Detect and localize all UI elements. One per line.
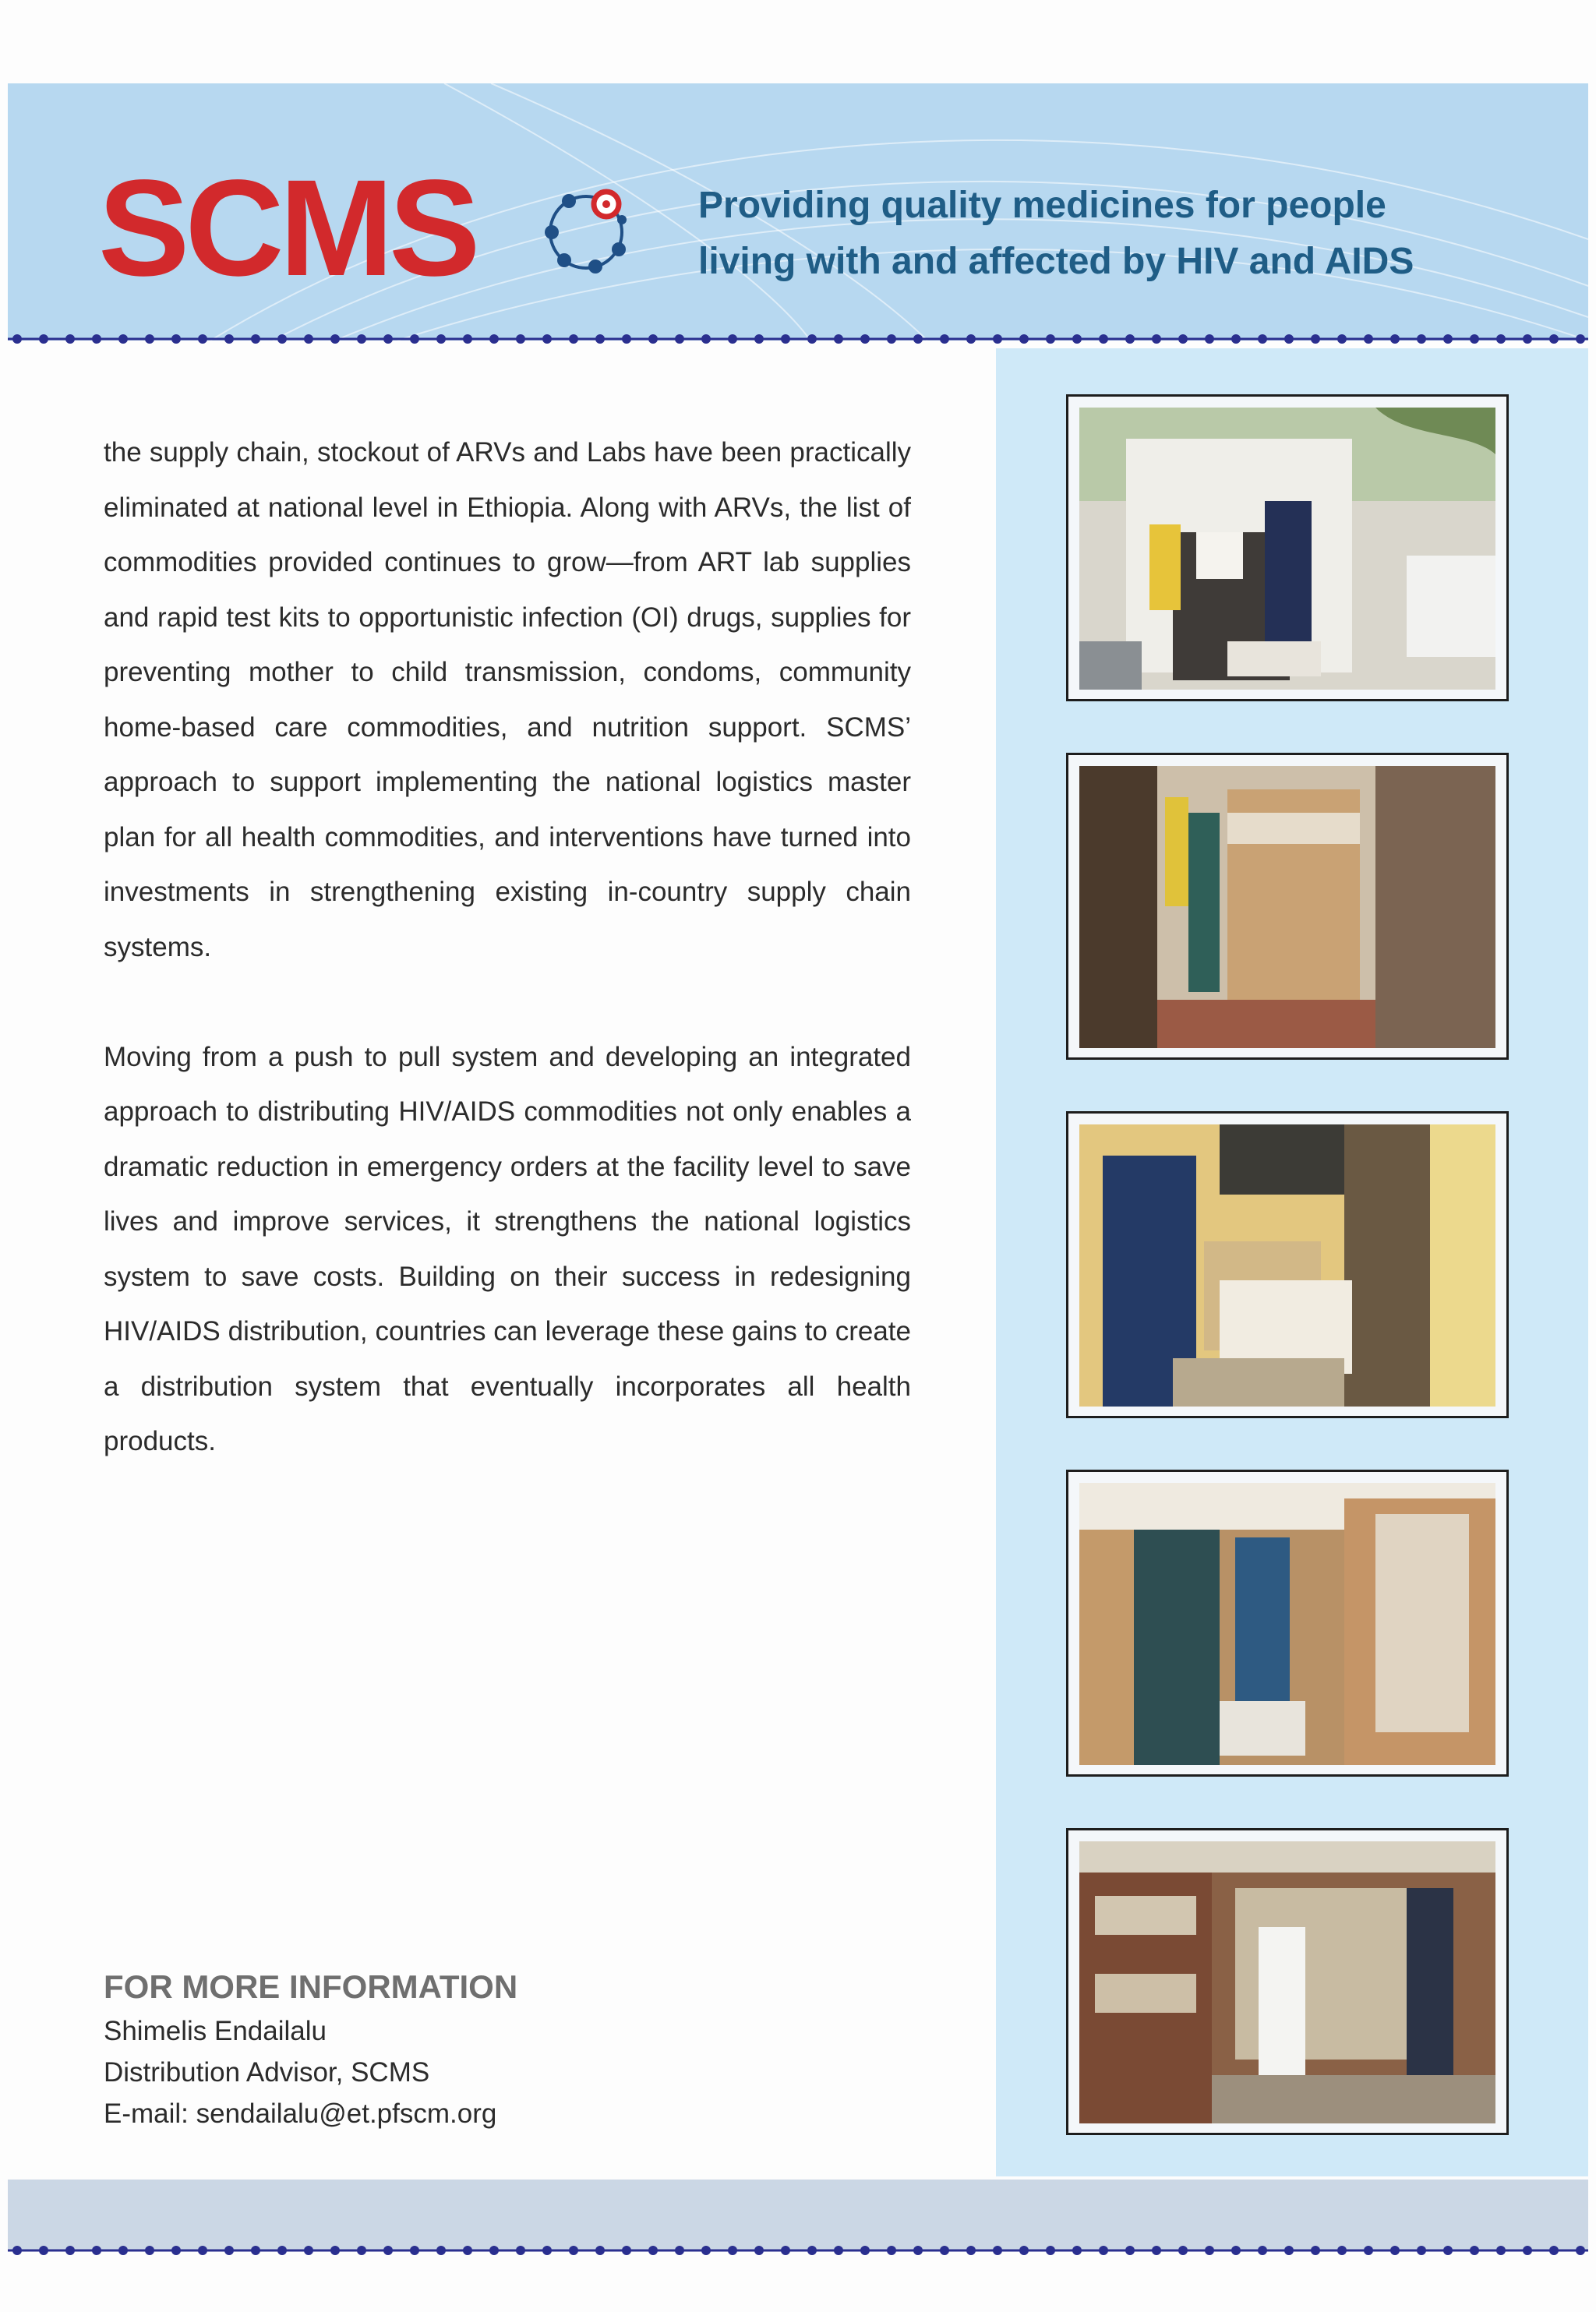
rule-dot <box>569 2246 578 2255</box>
rule-dot <box>1125 2246 1135 2255</box>
rule-dot <box>542 334 552 344</box>
rule-dot <box>887 2246 896 2255</box>
dotted-rule-bottom <box>0 2243 1596 2258</box>
contact-name: Shimelis Endailalu <box>104 2016 327 2046</box>
rule-dot <box>1311 334 1320 344</box>
rule-dot <box>1496 334 1506 344</box>
rule-dot <box>728 334 737 344</box>
rule-dot <box>701 334 711 344</box>
rule-dot <box>463 334 472 344</box>
rule-dot <box>648 2246 658 2255</box>
rule-dot <box>304 334 313 344</box>
rule-dot <box>357 334 366 344</box>
footer-band <box>8 2180 1588 2251</box>
rule-dot <box>1576 334 1585 344</box>
contact-heading: FOR MORE INFORMATION <box>104 1968 518 2005</box>
contact-title: Distribution Advisor, SCMS <box>104 2057 430 2088</box>
contact-block <box>104 1964 517 2134</box>
logo-dot-ring-icon <box>538 179 639 281</box>
rule-dot <box>92 334 101 344</box>
rule-dot <box>913 334 923 344</box>
rule-dot <box>383 2246 393 2255</box>
rule-dot <box>1205 2246 1214 2255</box>
contact-email[interactable]: E-mail: sendailalu@et.pfscm.org <box>104 2098 497 2129</box>
rule-dot <box>251 334 260 344</box>
rule-dot <box>1125 334 1135 344</box>
rule-dot <box>251 2246 260 2255</box>
rule-dot <box>383 334 393 344</box>
rule-dot <box>39 334 48 344</box>
rule-dot <box>145 2246 154 2255</box>
rule-dot <box>993 2246 1002 2255</box>
rule-dot <box>1364 334 1373 344</box>
rule-dot <box>171 2246 181 2255</box>
photo-warehouse-cart <box>1066 753 1509 1060</box>
rule-dot <box>436 334 446 344</box>
rule-dot <box>39 2246 48 2255</box>
rule-dot <box>648 334 658 344</box>
rule-dot <box>304 2246 313 2255</box>
logo-wordmark: SCMS <box>98 152 476 305</box>
rule-dot <box>1099 2246 1108 2255</box>
rule-dot <box>675 334 684 344</box>
rule-dot <box>1231 2246 1241 2255</box>
rule-dot <box>1576 2246 1585 2255</box>
photo-staff-unpacking <box>1066 1111 1509 1418</box>
rule-dot <box>118 2246 128 2255</box>
rule-dot <box>728 2246 737 2255</box>
photo-unloading-truck <box>1066 394 1509 701</box>
rule-dot <box>1178 334 1188 344</box>
rule-dot <box>330 334 340 344</box>
rule-dot <box>807 2246 817 2255</box>
tagline <box>698 178 1555 290</box>
rule-dot <box>1337 334 1347 344</box>
rule-dot <box>860 334 870 344</box>
rule-dot <box>1284 2246 1294 2255</box>
rule-dot <box>1443 334 1453 344</box>
rule-dot <box>224 2246 234 2255</box>
rule-dot <box>516 2246 525 2255</box>
rule-dot <box>1417 334 1426 344</box>
rule-dot <box>410 334 419 344</box>
rule-dot <box>754 334 764 344</box>
rule-dot <box>171 334 181 344</box>
rule-dot <box>277 2246 287 2255</box>
rule-dot <box>1152 334 1161 344</box>
rule-dot <box>1337 2246 1347 2255</box>
rule-dot <box>1046 2246 1055 2255</box>
rule-dot <box>701 2246 711 2255</box>
rule-dot <box>1205 334 1214 344</box>
scms-logo <box>98 152 476 305</box>
rule-dot <box>887 334 896 344</box>
photo-storeroom-shelves <box>1066 1470 1509 1777</box>
rule-dot <box>1178 2246 1188 2255</box>
rule-dot <box>65 334 75 344</box>
rule-dot <box>12 334 22 344</box>
rule-dot <box>92 2246 101 2255</box>
tagline-line-2: living with and affected by HIV and AIDS <box>698 241 1414 282</box>
rule-dot <box>277 334 287 344</box>
rule-dot <box>65 2246 75 2255</box>
rule-dot <box>410 2246 419 2255</box>
rule-dot <box>1072 2246 1082 2255</box>
rule-dot <box>754 2246 764 2255</box>
rule-dot <box>542 2246 552 2255</box>
rule-dot <box>807 334 817 344</box>
rule-dot <box>1523 334 1532 344</box>
rule-dot <box>966 334 976 344</box>
rule-dot <box>516 334 525 344</box>
rule-dot <box>940 334 949 344</box>
rule-dot <box>966 2246 976 2255</box>
rule-dot <box>622 334 631 344</box>
rule-dot <box>330 2246 340 2255</box>
rule-dot <box>1152 2246 1161 2255</box>
rule-dot <box>198 2246 207 2255</box>
paragraph-push-pull: Moving from a push to pull system and developing an integrated approach to distributing HIV/AIDS commodities not only enables a dramatic reduction in emergency orders at the facility level to save lives and improve services, it strengthens the national logistics system to save costs. Building on their success in redesigning HIV/AIDS distribution, countries can leverage these gains to create a distribution system that eventually incorporates all health products. <box>104 1041 911 1456</box>
rule-dot <box>1443 2246 1453 2255</box>
rule-dot <box>1549 334 1559 344</box>
rule-dot <box>1258 334 1267 344</box>
rule-dot <box>595 334 605 344</box>
rule-dot <box>1019 334 1029 344</box>
rule-dot <box>1390 334 1400 344</box>
rule-dot <box>463 2246 472 2255</box>
rule-dot <box>1417 2246 1426 2255</box>
tagline-line-1: Providing quality medicines for people <box>698 185 1386 226</box>
rule-dot <box>198 334 207 344</box>
rule-dot <box>860 2246 870 2255</box>
rule-dot <box>357 2246 366 2255</box>
rule-dot <box>118 334 128 344</box>
rule-dot <box>1470 334 1479 344</box>
rule-dot <box>1364 2246 1373 2255</box>
rule-dot <box>1470 2246 1479 2255</box>
rule-dot <box>781 334 790 344</box>
rule-dot <box>1072 334 1082 344</box>
rule-dot <box>834 2246 843 2255</box>
rule-dot <box>834 334 843 344</box>
rule-dot <box>622 2246 631 2255</box>
rule-dot <box>1258 2246 1267 2255</box>
rule-dot <box>436 2246 446 2255</box>
rule-dot <box>913 2246 923 2255</box>
rule-dot <box>940 2246 949 2255</box>
rule-dot <box>781 2246 790 2255</box>
rule-dot <box>1231 334 1241 344</box>
rule-dot <box>1019 2246 1029 2255</box>
rule-dot <box>489 2246 499 2255</box>
rule-dot <box>595 2246 605 2255</box>
rule-dot <box>489 334 499 344</box>
rule-dot <box>1390 2246 1400 2255</box>
rule-dot <box>993 334 1002 344</box>
rule-dot <box>224 334 234 344</box>
paragraph-supply-chain: the supply chain, stockout of ARVs and Labs have been practically eliminated at national level in Ethiopia. Along with ARVs, the list of commodities provided continues to grow—from ART lab supplies and rapid test kits to opportunistic infection (OI) drugs, supplies for preventing mother to child transmission, condoms, community home-based care commodities, and nutrition support. SCMS’ approach to support implementing the national logistics master plan for all health commodities, and interventions have turned into investments in strengthening existing in-country supply chain systems. <box>104 437 911 962</box>
rule-dot <box>1284 334 1294 344</box>
body-text <box>104 425 911 1470</box>
dotted-rule-top <box>0 331 1596 347</box>
rule-dot <box>675 2246 684 2255</box>
rule-dot <box>1311 2246 1320 2255</box>
rule-dot <box>1099 334 1108 344</box>
rule-dot <box>1549 2246 1559 2255</box>
rule-dot <box>145 334 154 344</box>
rule-dot <box>1496 2246 1506 2255</box>
rule-dot <box>569 334 578 344</box>
rule-dot <box>1046 334 1055 344</box>
rule-dot <box>1523 2246 1532 2255</box>
rule-dot <box>12 2246 22 2255</box>
photo-pharmacy-shelves <box>1066 1828 1509 2135</box>
